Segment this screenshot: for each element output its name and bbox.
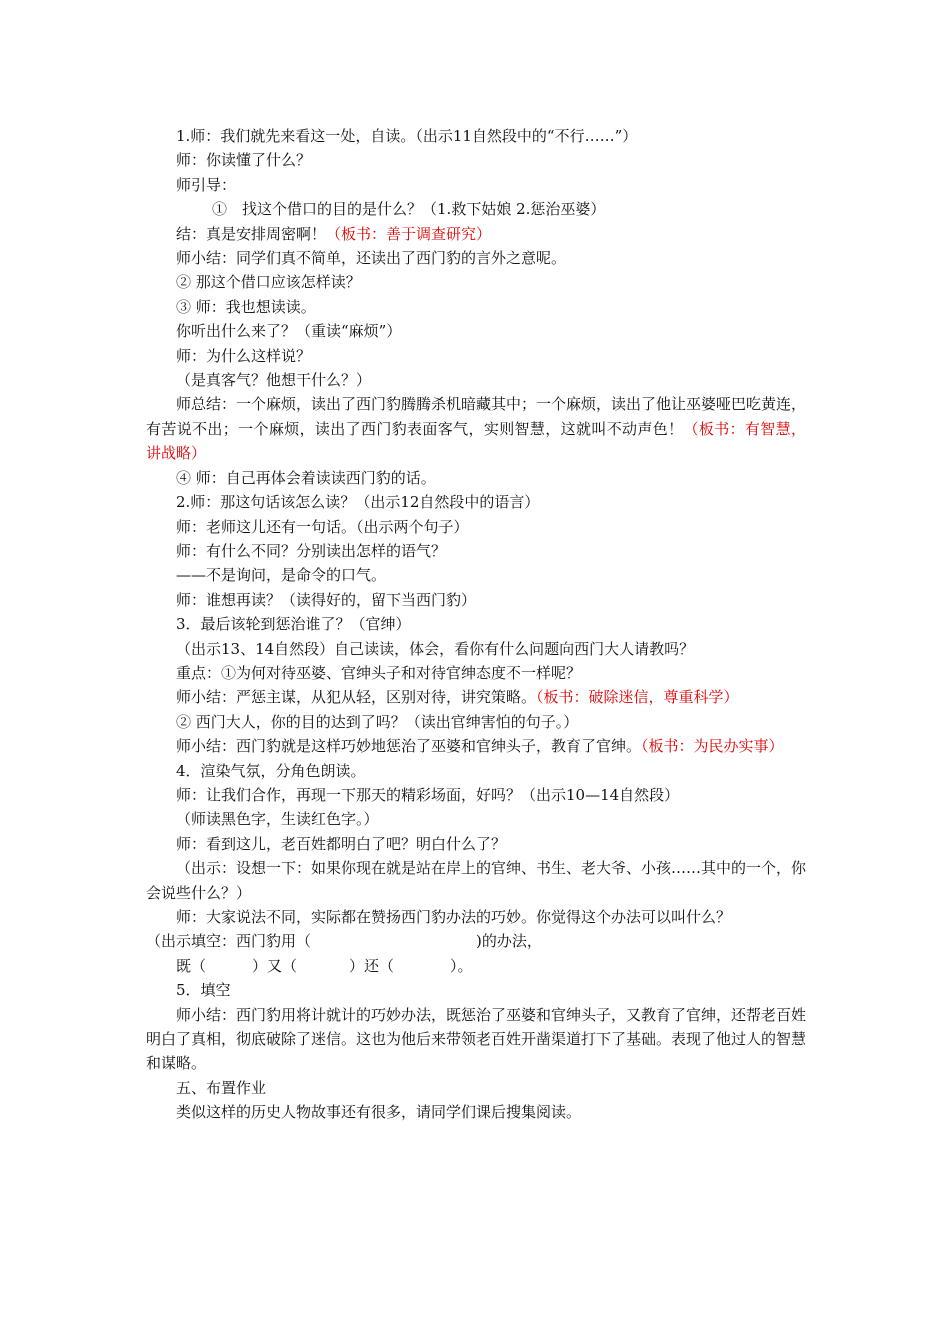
board-note: （板书：破除迷信，尊重科学） (536, 688, 739, 707)
paragraph: 师小结：西门豹用将计就计的巧妙办法，既惩治了巫婆和官绅头子，又教育了官绅，还帮老百姓明白了真相，彻底破除了迷信。这也为他后来带领老百姓开凿渠道打下了基础。表现了他过人的智慧和谋略。 (146, 1005, 807, 1073)
paragraph: ③ 师：我也想读读。 (176, 297, 316, 316)
paragraph: 4．渲染气氛，分角色朗读。 (176, 761, 366, 780)
paragraph: 类似这样的历史人物故事还有很多，请同学们课后搜集阅读。 (176, 1103, 582, 1122)
lesson-plan-text (146, 124, 806, 1125)
paragraph: 师小结：同学们真不简单，还读出了西门豹的言外之意呢。 (176, 249, 567, 268)
board-note: （板书：善于调查研究） (326, 224, 492, 243)
paragraph: 师总结：一个麻烦，读出了西门豹腾腾杀机暗藏其中；一个麻烦，读出了他让巫婆哑巴吃黄连，有苦说不出；一个麻烦，读出了西门豹表面客气，实则智慧，这就叫不动声色！（板书：有智慧，讲战略） (146, 395, 807, 463)
paragraph: 师：谁想再读？（读得好的，留下当西门豹） (176, 590, 477, 609)
fill-in-blank-line: （出示填空：西门豹用（ )的办法， (146, 932, 542, 951)
paragraph: （师读黑色字，生读红色字。） (176, 810, 379, 829)
paragraph: 师小结：西门豹就是这样巧妙地惩治了巫婆和官绅头子，教育了官绅。（板书：为民办实事） (176, 737, 784, 756)
paragraph: （出示：设想一下：如果你现在就是站在岸上的官绅、书生、老大爷、小孩……其中的一个，你会说些什么？） (146, 859, 807, 902)
paragraph: 1.师：我们就先来看这一处，自读。（出示11自然段中的“不行……”） (176, 127, 638, 145)
section-heading: 五、布置作业 (176, 1078, 267, 1097)
paragraph: 师：你读懂了什么？ (176, 151, 312, 170)
board-note: （板书：有智慧，讲战略） (146, 419, 806, 463)
paragraph: ② 西门大人，你的目的达到了吗？（读出官绅害怕的句子。） (176, 712, 579, 731)
paragraph: ④ 师：自己再体会着读读西门豹的话。 (176, 468, 436, 487)
paragraph: ① 找这个借口的目的是什么？（1.救下姑娘 2.惩治巫婆） (212, 200, 606, 219)
paragraph: 师：有什么不同？分别读出怎样的语气？ (176, 541, 447, 560)
paragraph: 2.师：那这句话该怎么读？（出示12自然段中的语言） (176, 493, 540, 512)
paragraph: 师小结：严惩主谋，从犯从轻，区别对待，讲究策略。（板书：破除迷信，尊重科学） (176, 688, 739, 707)
paragraph: （出示13、14自然段）自己读读，体会，看你有什么问题向西门大人请教吗？ (176, 639, 695, 658)
paragraph: （是真客气？他想干什么？） (176, 371, 372, 390)
paragraph: 你听出什么来了？（重读“麻烦”） (176, 322, 402, 341)
paragraph: 师：让我们合作，再现一下那天的精彩场面，好吗？（出示10—14自然段） (176, 785, 680, 804)
paragraph: ② 那这个借口应该怎样读？ (176, 273, 361, 292)
paragraph: 5．填空 (176, 981, 231, 1000)
fill-in-blank-line: 既（ ）又（ ）还（ ）。 (176, 956, 473, 975)
paragraph: 3．最后该轮到惩治谁了？（官绅） (176, 615, 411, 634)
paragraph: 重点：①为何对待巫婆、官绅头子和对待官绅态度不一样呢？ (176, 663, 582, 682)
paragraph: 师引导： (176, 175, 237, 194)
board-note: （板书：为民办实事） (641, 737, 784, 756)
paragraph: 师：老师这儿还有一句话。（出示两个句子） (176, 517, 469, 536)
paragraph: 师：大家说法不同，实际都在赞扬西门豹办法的巧妙。你觉得这个办法可以叫什么？ (176, 908, 732, 926)
paragraph: 师：看到这儿，老百姓都明白了吧？明白什么了？ (176, 834, 507, 853)
paragraph: 结：真是安排周密啊！（板书：善于调查研究） (176, 224, 492, 243)
paragraph: ——不是询问，是命令的口气。 (176, 566, 387, 585)
paragraph: 师：为什么这样说？ (176, 346, 312, 365)
